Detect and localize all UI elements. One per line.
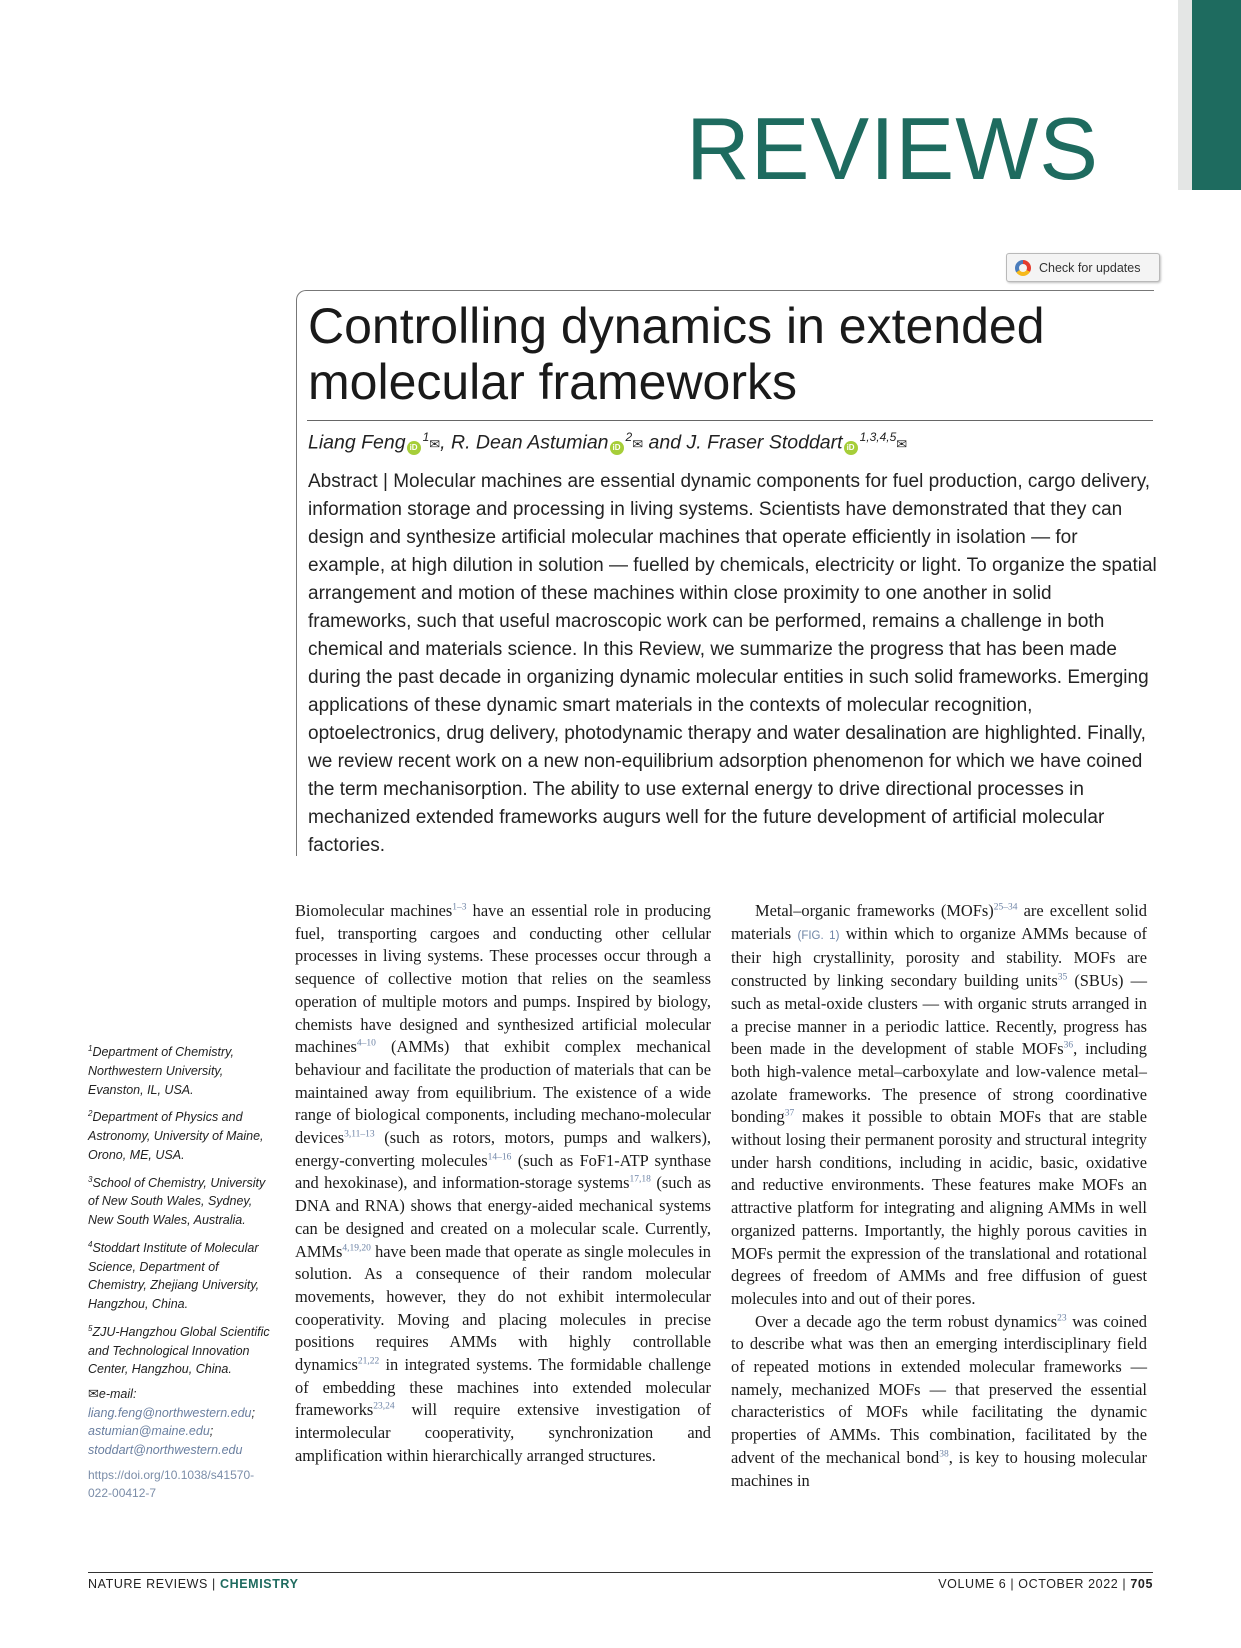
reference-link[interactable]: 36 — [1063, 1040, 1074, 1051]
author-separator: and — [643, 431, 687, 454]
body-text: will require extensive investigation of intermolecular cooperativity, synchronization and amplification within hierarchically arranged structures. — [295, 1400, 711, 1465]
reference-link[interactable]: 35 — [1057, 972, 1068, 983]
author-name[interactable]: Liang Feng — [308, 431, 406, 454]
section-color-tab — [1192, 0, 1241, 190]
author-list — [308, 430, 907, 455]
body-column-right — [731, 900, 1147, 1492]
body-text: (AMMs) that exhibit complex mechanical behaviour and facilitate the production of materials that can be maintained away from equilibrium. The existence of a wide range of biological components, including mechano-molecular devices — [295, 1037, 711, 1148]
body-text: in integrated systems. The formidable challenge of embedding these machines into extended molecular frameworks — [295, 1355, 711, 1420]
affiliation-item — [88, 1236, 273, 1314]
abstract — [308, 468, 1158, 860]
envelope-icon[interactable]: ✉ — [896, 436, 908, 452]
author-affiliation-ref: 2 — [625, 430, 633, 444]
email-label: e-mail: — [98, 1387, 137, 1402]
author-name[interactable]: J. Fraser Stoddart — [686, 431, 843, 454]
affiliation-item — [88, 1171, 273, 1230]
affiliation-text: Department of Chemistry, Northwestern University, Evanston, IL, USA. — [88, 1045, 234, 1097]
author-affiliation-ref: 1 — [422, 430, 430, 444]
abstract-side-rule — [296, 420, 297, 856]
author-name[interactable]: R. Dean Astumian — [451, 431, 609, 454]
body-text: within which to organize AMMs because of their high crystallinity, porosity and stability. MOFs are constructed by linking secondary building units — [731, 923, 1147, 991]
edge-shadow — [1178, 0, 1192, 190]
journal-name: NATURE REVIEWS — [88, 1577, 208, 1591]
body-text: have an essential role in producing fuel, transporting cargoes and conducting other cellular processes in living systems. These processes occur through a sequence of collective motion that relies on the seamless operation of multiple motors and pumps. Inspired by biology, chemists have designed and synthesized artificial molecular machines — [295, 901, 711, 1057]
author-affiliation-ref: 1,3,4,5 — [859, 430, 897, 444]
footer-separator: | — [1006, 1577, 1019, 1591]
footer-journal — [88, 1577, 299, 1591]
affiliation-number: 3 — [88, 1174, 93, 1184]
affiliation-item — [88, 1040, 273, 1099]
body-text: (such as FoF1-ATP synthase and hexokinase), and information-storage systems — [295, 1150, 711, 1193]
footer-separator: | — [207, 1577, 220, 1591]
email-block: ✉e-mail: liang.feng@northwestern.edu; astumian@maine.edu; stoddart@northwestern.edu — [88, 1386, 255, 1458]
affiliation-number: 5 — [88, 1323, 93, 1333]
body-text: , is key to housing molecular machines in — [731, 1447, 1148, 1490]
author-separator: , — [440, 431, 452, 454]
section-label: REVIEWS — [686, 99, 1099, 198]
affiliation-text: Stoddart Institute of Molecular Science, Department of Chemistry, Zhejiang University, Hangzhou, China. — [88, 1240, 260, 1312]
journal-subject: CHEMISTRY — [219, 1577, 299, 1591]
affiliation-text: School of Chemistry, University of New South Wales, Sydney, New South Wales, Australia. — [88, 1175, 266, 1228]
page-number: 705 — [1130, 1577, 1153, 1591]
body-paragraph — [731, 1311, 1147, 1493]
body-text: was coined to describe what was then an emerging interdisciplinary field of repeated motions in extended molecular frameworks — namely, mechanized MOFs — that preserved the essential characteristics of MOFs while facilitating the dynamic properties of AMMs. This combination, facilitated by the advent of the mechanical bond — [731, 1311, 1147, 1467]
affiliation-text: ZJU-Hangzhou Global Scientific and Technological Innovation Center, Hangzhou, China. — [88, 1324, 270, 1377]
reference-link[interactable]: 25–34 — [993, 902, 1018, 913]
body-text: (SBUs) — such as metal-oxide clusters — with organic struts arranged in a precise manner in a periodic lattice. Recently, progress has been made in the development of stable MOFs — [731, 971, 1147, 1059]
email-link[interactable]: liang.feng@northwestern.edu — [88, 1405, 252, 1420]
footer-issue — [938, 1577, 1153, 1591]
title-divider — [307, 420, 1153, 421]
body-text: , including both high-valence metal–carboxylate and low-valence metal–azolate frameworks. The presence of strong coordinative bonding — [731, 1039, 1148, 1127]
reference-link[interactable]: 4,19,20 — [342, 1243, 371, 1254]
body-column-left — [295, 900, 711, 1468]
footer-rule — [88, 1572, 1153, 1573]
envelope-icon[interactable]: ✉ — [632, 436, 644, 452]
check-for-updates-label: Check for updates — [1039, 260, 1141, 275]
affiliation-number: 1 — [88, 1044, 93, 1053]
body-text: Biomolecular machines — [295, 901, 453, 920]
orcid-icon[interactable]: iD — [844, 441, 858, 455]
reference-link[interactable]: 38 — [939, 1449, 949, 1460]
reference-link[interactable]: 14–16 — [487, 1152, 512, 1163]
affiliation-text: Department of Physics and Astronomy, University of Maine, Orono, ME, USA. — [88, 1110, 264, 1162]
body-text: Over a decade ago the term robust dynamics — [755, 1311, 1058, 1331]
reference-link[interactable]: 1–3 — [452, 902, 467, 913]
body-paragraph — [731, 900, 1147, 1311]
reference-link[interactable]: 23 — [1057, 1313, 1067, 1324]
email-link[interactable]: astumian@maine.edu — [88, 1424, 210, 1439]
body-text: makes it possible to obtain MOFs that are stable without losing their permanent porosity and structural integrity under harsh conditions, including in acidic, basic, oxidative and reductive environments. These features make MOFs an attractive platform for integrating and aligning AMMs in well organized patterns. Importantly, the highly porous cavities in MOFs permit the expression of the translational and rotational degrees of freedom of AMMs and free diffusion of guest molecules into and out of their pores. — [731, 1107, 1147, 1308]
issue-date: OCTOBER 2022 — [1018, 1577, 1119, 1591]
figure-reference-link[interactable]: (FIG. 1) — [797, 929, 840, 942]
orcid-icon[interactable]: iD — [610, 441, 624, 455]
affiliation-number: 4 — [88, 1239, 93, 1249]
body-text: Metal–organic frameworks (MOFs) — [755, 901, 994, 920]
reference-link[interactable]: 4–10 — [356, 1038, 376, 1049]
body-text: are excellent solid materials — [731, 901, 1147, 943]
reference-link[interactable]: 17,18 — [629, 1174, 651, 1185]
reference-link[interactable]: 21,22 — [357, 1356, 380, 1367]
crossmark-icon — [1015, 260, 1031, 276]
abstract-separator: | — [377, 471, 394, 492]
doi-link[interactable]: https://doi.org/10.1038/s41570-022-00412-7 — [88, 1467, 255, 1500]
footer-separator: | — [1118, 1577, 1131, 1591]
email-link[interactable]: stoddart@northwestern.edu — [88, 1443, 243, 1458]
body-text: (such as DNA and RNA) shows that energy-aided mechanical systems can be designed and created on a molecular scale. Currently, AMMs — [295, 1173, 711, 1261]
abstract-label: Abstract — [308, 471, 378, 492]
orcid-icon[interactable]: iD — [407, 441, 421, 455]
body-text: have been made that operate as single molecules in solution. As a consequence of their random molecular movements, however, they do not exhibit intermolecular cooperativity. Moving and placing molecules in precise positions requires AMMs with highly controllable dynamics — [295, 1241, 711, 1375]
reference-link[interactable]: 23,24 — [373, 1402, 395, 1412]
body-text: (such as rotors, motors, pumps and walkers), energy-converting molecules — [295, 1128, 711, 1170]
affiliation-item — [88, 1320, 273, 1379]
body-paragraph — [295, 900, 711, 1468]
reference-link[interactable]: 3,11–13 — [344, 1129, 375, 1140]
article-title: Controlling dynamics in extended molecular frameworks — [308, 298, 1045, 410]
reference-link[interactable]: 37 — [784, 1108, 795, 1119]
envelope-icon: ✉ — [88, 1386, 99, 1402]
affiliation-number: 2 — [88, 1109, 93, 1119]
envelope-icon[interactable]: ✉ — [429, 436, 441, 452]
affiliations — [88, 1040, 273, 1508]
check-for-updates-button[interactable] — [1006, 253, 1160, 282]
abstract-text: Molecular machines are essential dynamic components for fuel production, cargo delivery, information storage and processing in living systems. Scientists have demonstrated that they can design and synthesize artificial molecular machines that operate efficiently in isolation — for example, at high dilution in solution — fuelled by chemicals, electricity or light. To organize the spatial arrangement and motion of these machines within close proximity to one another in solid frameworks, such that useful macroscopic work can be performed, remains a challenge in both chemical and materials science. In this Review, we summarize the progress that has been made during the past decade in organizing dynamic molecular entities in such solid frameworks. Emerging applications of these dynamic smart materials in the contexts of molecular recognition, optoelectronics, drug delivery, photodynamic therapy and water desalination are highlighted. Finally, we review recent work on a new non-equilibrium adsorption phenomenon for which we have coined the term mechanisorption. The ability to use external energy to drive directional processes in mechanized extended frameworks augurs well for the future development of artificial molecular factories. — [308, 471, 1157, 856]
affiliation-item — [88, 1105, 273, 1164]
volume-label: VOLUME 6 — [938, 1577, 1007, 1591]
